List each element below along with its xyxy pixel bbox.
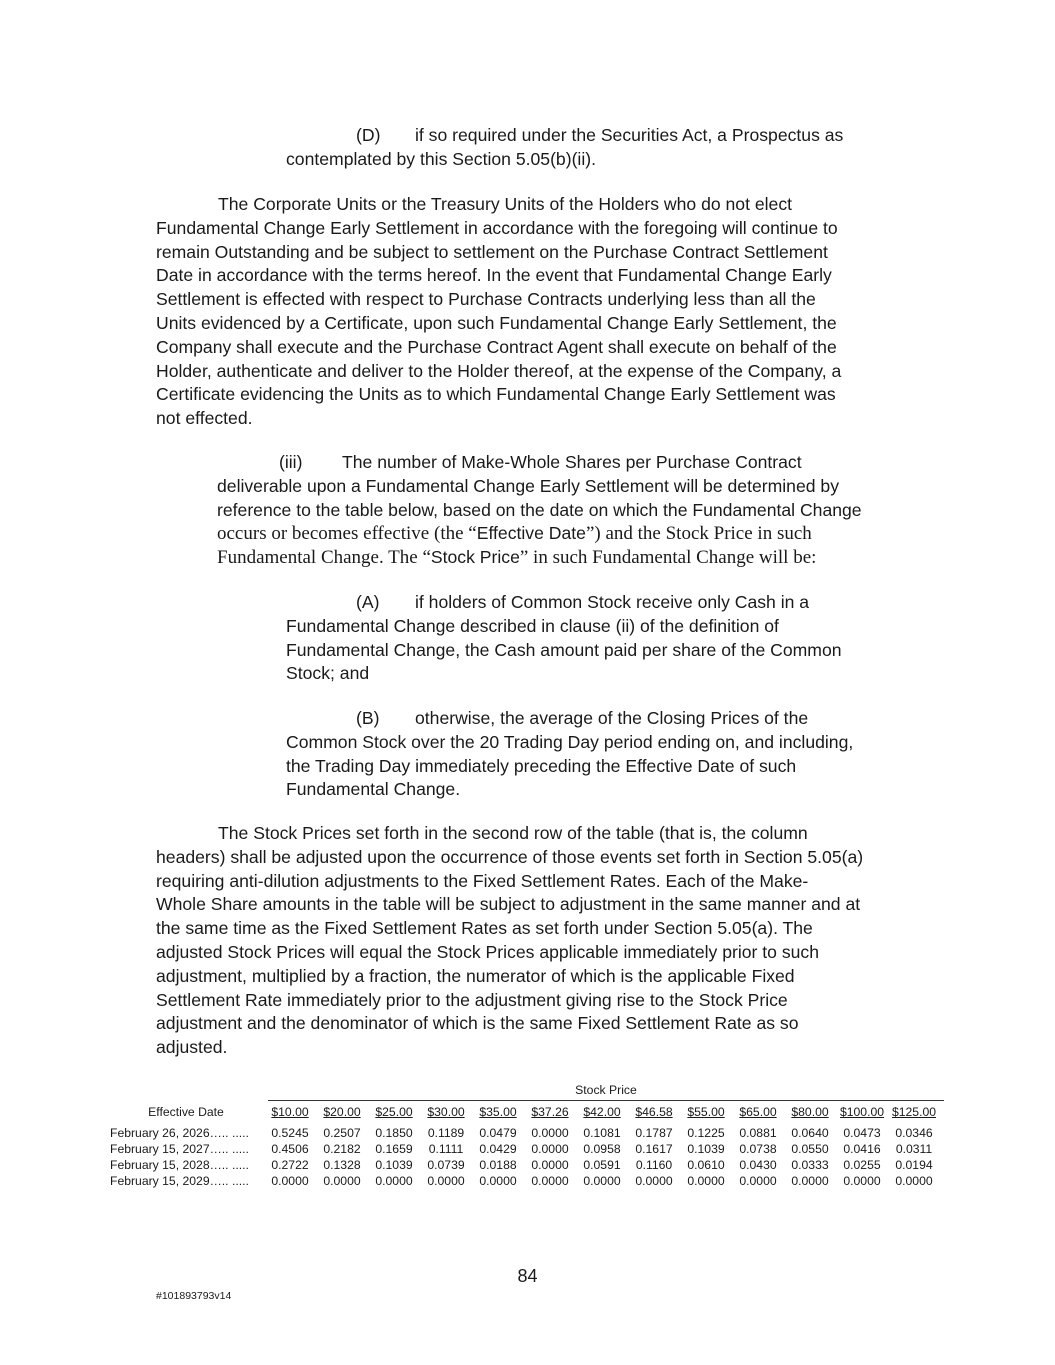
effective-date-cell: February 15, 2027….. ..... xyxy=(110,1142,249,1156)
make-whole-value-cell: 0.1328 xyxy=(323,1158,361,1172)
stock-price-header: Stock Price xyxy=(268,1080,944,1101)
make-whole-value-cell: 0.0000 xyxy=(687,1174,725,1188)
stock-price-column-header: $55.00 xyxy=(687,1105,725,1119)
effective-date-term: Effective Date xyxy=(476,523,586,544)
make-whole-value-cell: 0.0000 xyxy=(635,1174,673,1188)
page-number: 84 xyxy=(517,1266,538,1286)
clause-iii-text: ” in such Fundamental Change will be: xyxy=(519,547,817,569)
stock-price-column-header: $10.00 xyxy=(271,1105,309,1119)
prices-line: adjusted. xyxy=(156,1037,228,1058)
clause-a-line: if holders of Common Stock receive only Cash in a xyxy=(415,592,810,612)
clause-b-line: the Trading Day immediately preceding the Effective Date of such xyxy=(286,755,797,776)
make-whole-value-cell: 0.0430 xyxy=(739,1158,777,1172)
units-line: Holder, authenticate and deliver to the Holder thereof, at the expense of the Company, a xyxy=(156,360,842,381)
effective-date-cell: February 26, 2026….. ..... xyxy=(110,1126,249,1140)
make-whole-value-cell: 0.1039 xyxy=(687,1142,725,1156)
make-whole-value-cell: 0.0739 xyxy=(427,1158,465,1172)
stock-price-column-header: $65.00 xyxy=(739,1105,777,1119)
make-whole-value-cell: 0.1160 xyxy=(635,1158,673,1172)
make-whole-value-cell: 0.0416 xyxy=(843,1142,881,1156)
clause-d-line: contemplated by this Section 5.05(b)(ii). xyxy=(286,148,596,169)
make-whole-value-cell: 0.2507 xyxy=(323,1126,361,1140)
prices-line: Whole Share amounts in the table will be subject to adjustment in the same manner and at xyxy=(156,894,861,915)
make-whole-value-cell: 0.0473 xyxy=(843,1126,881,1140)
clause-a-line: Fundamental Change, the Cash amount paid per share of the Common xyxy=(286,639,842,660)
make-whole-value-cell: 0.4506 xyxy=(271,1142,309,1156)
make-whole-value-cell: 0.0000 xyxy=(895,1174,933,1188)
make-whole-value-cell: 0.0000 xyxy=(843,1174,881,1188)
make-whole-value-cell: 0.0000 xyxy=(791,1174,829,1188)
make-whole-value-cell: 0.0333 xyxy=(791,1158,829,1172)
prices-line: adjustment and the denominator of which is the same Fixed Settlement Rate as so xyxy=(156,1013,799,1034)
make-whole-value-cell: 0.0591 xyxy=(583,1158,621,1172)
effective-date-header: Effective Date xyxy=(148,1105,224,1119)
units-line: The Corporate Units or the Treasury Units of the Holders who do not elect xyxy=(218,194,793,214)
clause-a-line: Fundamental Change described in clause (ii) of the definition of xyxy=(286,615,779,636)
make-whole-value-cell: 0.1617 xyxy=(635,1142,673,1156)
prices-line: requiring anti-dilution adjustments to the Fixed Settlement Rates. Each of the Make- xyxy=(156,870,809,891)
make-whole-value-cell: 0.1787 xyxy=(635,1126,673,1140)
effective-date-cell: February 15, 2028….. ..... xyxy=(110,1158,249,1172)
units-line: Fundamental Change Early Settlement in accordance with the foregoing will continue to xyxy=(156,217,838,238)
make-whole-value-cell: 0.1081 xyxy=(583,1126,621,1140)
clause-d-line: if so required under the Securities Act, a Prospectus as xyxy=(415,125,844,145)
make-whole-value-cell: 0.0188 xyxy=(479,1158,517,1172)
make-whole-value-cell: 0.1111 xyxy=(428,1142,464,1156)
units-paragraph xyxy=(156,193,901,431)
make-whole-value-cell: 0.0479 xyxy=(479,1126,517,1140)
clause-d-label: (D) xyxy=(356,125,381,145)
clause-b-line: otherwise, the average of the Closing Prices of the xyxy=(415,708,809,728)
prices-line: the same time as the Fixed Settlement Rates as set forth under Section 5.05(a). The xyxy=(156,918,813,939)
stock-price-column-header: $35.00 xyxy=(479,1105,517,1119)
make-whole-value-cell: 0.0000 xyxy=(375,1174,413,1188)
clause-iii-line: reference to the table below, based on the date on which the Fundamental Change xyxy=(217,499,862,520)
clause-iii-line: The number of Make-Whole Shares per Purchase Contract xyxy=(342,452,802,472)
units-line: Company shall execute and the Purchase Contract Agent shall execute on behalf of the xyxy=(156,336,837,357)
clause-a-line: Stock; and xyxy=(286,663,370,684)
clause-a-label: (A) xyxy=(356,592,380,612)
stock-price-column-header: $100.00 xyxy=(839,1105,885,1119)
clause-b-line: Fundamental Change. xyxy=(286,779,461,800)
stock-price-column-header: $30.00 xyxy=(427,1105,465,1119)
make-whole-value-cell: 0.0194 xyxy=(895,1158,933,1172)
clause-iii-text: ”) and the Stock Price in such xyxy=(585,523,812,545)
clause-iii-line: deliverable upon a Fundamental Change Early Settlement will be determined by xyxy=(217,475,840,496)
make-whole-value-cell: 0.0255 xyxy=(843,1158,881,1172)
make-whole-value-cell: 0.0000 xyxy=(271,1174,309,1188)
make-whole-value-cell: 0.1039 xyxy=(375,1158,413,1172)
make-whole-value-cell: 0.2182 xyxy=(323,1142,361,1156)
make-whole-value-cell: 0.1850 xyxy=(375,1126,413,1140)
clause-iii-text: Fundamental Change. The “ xyxy=(217,547,431,569)
make-whole-value-cell: 0.1189 xyxy=(427,1126,465,1140)
make-whole-value-cell: 0.0610 xyxy=(687,1158,725,1172)
stock-price-column-header: $46.58 xyxy=(635,1105,673,1119)
make-whole-value-cell: 0.0000 xyxy=(531,1142,569,1156)
clause-iii-text: occurs or becomes effective (the “ xyxy=(217,523,477,545)
units-line: not effected. xyxy=(156,408,253,429)
units-line: Certificate evidencing the Units as to which Fundamental Change Early Settlement was xyxy=(156,384,836,405)
make-whole-value-cell: 0.2722 xyxy=(271,1158,309,1172)
make-whole-value-cell: 0.1225 xyxy=(687,1126,725,1140)
clause-a-paragraph xyxy=(286,591,886,686)
clause-iii-paragraph xyxy=(217,451,907,570)
stock-price-term: Stock Price xyxy=(430,547,520,568)
stock-price-column-header: $20.00 xyxy=(323,1105,361,1119)
make-whole-value-cell: 0.0000 xyxy=(531,1126,569,1140)
make-whole-value-cell: 0.0311 xyxy=(895,1142,933,1156)
make-whole-value-cell: 0.1659 xyxy=(375,1142,413,1156)
stock-price-column-header: $37.26 xyxy=(531,1105,569,1119)
make-whole-value-cell: 0.0000 xyxy=(531,1174,569,1188)
units-line: remain Outstanding and be subject to settlement on the Purchase Contract Settlement xyxy=(156,241,828,262)
make-whole-value-cell: 0.0881 xyxy=(739,1126,777,1140)
clause-iii-label: (iii) xyxy=(279,452,303,472)
effective-date-cell: February 15, 2029….. ..... xyxy=(110,1174,249,1188)
stock-prices-paragraph xyxy=(156,822,906,1060)
make-whole-value-cell: 0.0640 xyxy=(791,1126,829,1140)
make-whole-value-cell: 0.5245 xyxy=(271,1126,309,1140)
make-whole-value-cell: 0.0429 xyxy=(479,1142,517,1156)
prices-line: The Stock Prices set forth in the second row of the table (that is, the column xyxy=(218,823,808,843)
make-whole-value-cell: 0.0738 xyxy=(739,1142,777,1156)
stock-price-column-header: $42.00 xyxy=(583,1105,621,1119)
make-whole-value-cell: 0.0000 xyxy=(323,1174,361,1188)
make-whole-value-cell: 0.0958 xyxy=(583,1142,621,1156)
make-whole-value-cell: 0.0000 xyxy=(531,1158,569,1172)
make-whole-value-cell: 0.0000 xyxy=(479,1174,517,1188)
clause-d-paragraph xyxy=(286,124,886,172)
make-whole-value-cell: 0.0550 xyxy=(791,1142,829,1156)
prices-line: headers) shall be adjusted upon the occurrence of those events set forth in Section 5.05(a) xyxy=(156,846,864,867)
units-line: Settlement is effected with respect to Purchase Contracts underlying less than all the xyxy=(156,289,816,310)
units-line: Units evidenced by a Certificate, upon such Fundamental Change Early Settlement, the xyxy=(156,312,837,333)
stock-price-column-header: $80.00 xyxy=(791,1105,829,1119)
prices-line: Settlement Rate immediately prior to the adjustment giving rise to the Stock Price xyxy=(156,989,788,1010)
document-id: #101893793v14 xyxy=(156,1290,232,1302)
make-whole-value-cell: 0.0000 xyxy=(427,1174,465,1188)
units-line: Date in accordance with the terms hereof. In the event that Fundamental Change Early xyxy=(156,265,832,286)
prices-line: adjusted Stock Prices will equal the Stock Prices applicable immediately prior to such xyxy=(156,941,820,962)
make-whole-value-cell: 0.0346 xyxy=(895,1126,933,1140)
clause-b-paragraph xyxy=(286,707,906,802)
prices-line: adjustment, multiplied by a fraction, the numerator of which is the applicable Fixed xyxy=(156,965,795,986)
make-whole-value-cell: 0.0000 xyxy=(583,1174,621,1188)
clause-b-line: Common Stock over the 20 Trading Day period ending on, and including, xyxy=(286,731,854,752)
clause-b-label: (B) xyxy=(356,708,380,728)
make-whole-value-cell: 0.0000 xyxy=(739,1174,777,1188)
stock-price-column-header: $25.00 xyxy=(375,1105,413,1119)
stock-price-column-header: $125.00 xyxy=(891,1105,937,1119)
